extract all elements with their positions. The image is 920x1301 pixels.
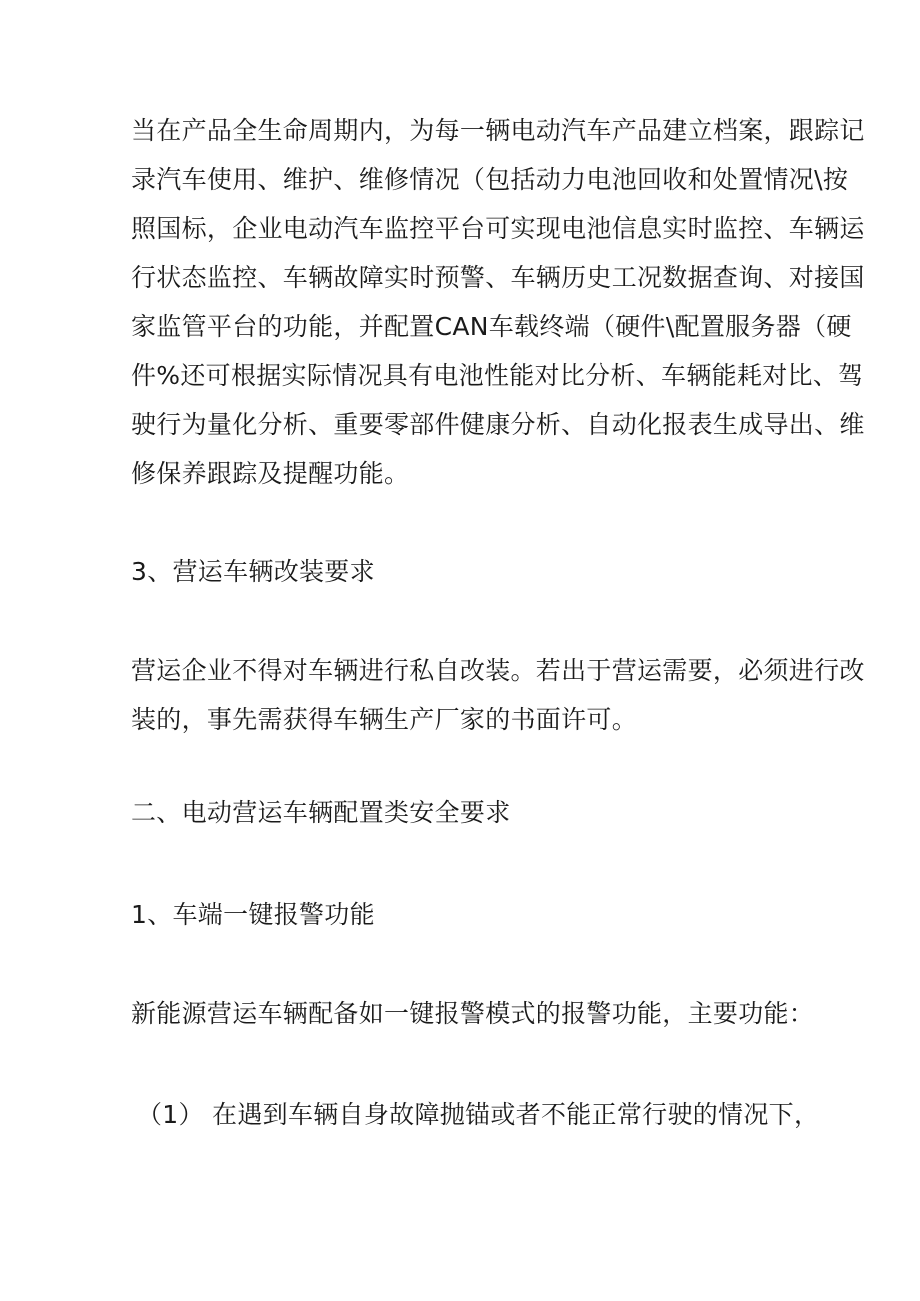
- paragraph-line: 件%还可根据实际情况具有电池性能对比分析、车辆能耗对比、驾: [131, 361, 864, 390]
- section-heading-vehicle-modification: [131, 547, 796, 596]
- part-heading-safety-requirements: [131, 788, 796, 837]
- paragraph-line: 行状态监控、车辆故障实时预警、车辆历史工况数据查询、对接国: [131, 263, 865, 292]
- paragraph-line: 照国标，企业电动汽车监控平台可实现电池信息实时监控、车辆运: [131, 214, 865, 243]
- paragraph-line: 装的，事先需获得车辆生产厂家的书面许可。: [131, 705, 638, 734]
- heading-text: 3、营运车辆改装要求: [131, 557, 375, 586]
- paragraph-line: 营运企业不得对车辆进行私自改装。若出于营运需要，必须进行改: [131, 656, 865, 685]
- heading-text: 二、电动营运车辆配置类安全要求: [131, 798, 511, 827]
- paragraph-archive-monitoring: [131, 106, 865, 498]
- paragraph-line: 当在产品全生命周期内，为每一辆电动汽车产品建立档案，跟踪记: [131, 116, 865, 145]
- section-heading-one-key-alarm: [131, 890, 796, 939]
- paragraph-line: 修保养跟踪及提醒功能。: [131, 459, 410, 488]
- paragraph-line: 家监管平台的功能，并配置CAN车载终端（硬件\配置服务器（硬: [131, 312, 852, 341]
- paragraph-line: 驶行为量化分析、重要零部件健康分析、自动化报表生成导出、维: [131, 410, 865, 439]
- paragraph-line: 新能源营运车辆配备如一键报警模式的报警功能，主要功能：: [131, 999, 815, 1028]
- paragraph-alarm-functions: [131, 989, 815, 1038]
- list-item: [137, 1090, 820, 1139]
- list-item-text: （1） 在遇到车辆自身故障抛锚或者不能正常行驶的情况下，: [137, 1100, 820, 1129]
- heading-text: 1、车端一键报警功能: [131, 900, 375, 929]
- paragraph-line: 录汽车使用、维护、维修情况（包括动力电池回收和处置情况\按: [131, 165, 849, 194]
- paragraph-modification-rules: [131, 646, 865, 744]
